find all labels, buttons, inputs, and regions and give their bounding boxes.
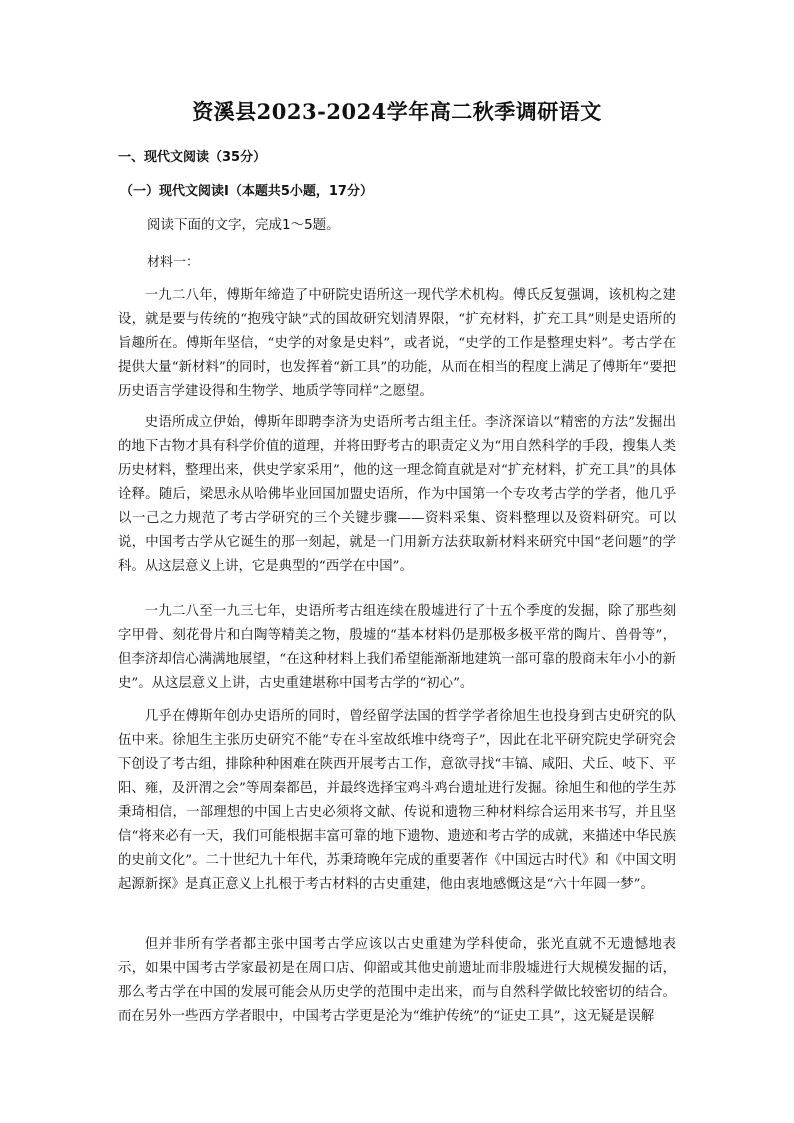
document-title: 资溪县2023-2024学年高二秋季调研语文: [192, 99, 602, 124]
paragraph-1: 一九二八年，傅斯年缔造了中研院史语所这一现代学术机构。傅氏反复强调，该机构之建设，就是要与传统的“抱残守缺”式的国故研究划清界限，“扩充材料，扩充工具”则是史语所的旨趣所在。傅斯年坚信，“史学的对象是史料”，或者说，“史学的工作是整理史料”。考古学在提供大量“新材料”的同时，也发挥着“新工具”的功能，从而在相当的程度上满足了傅斯年“要把历史语言学建设得和生物学、地质学等同样”之愿望。: [118, 288, 676, 399]
material-label: 材料一：: [147, 255, 200, 270]
section-heading: 一、现代文阅读（35分）: [118, 150, 267, 165]
reading-instruction: 阅读下面的文字，完成1～5题。: [147, 217, 340, 233]
paragraph-5: 但并非所有学者都主张中国考古学应该以古史重建为学科使命，张光直就不无遗憾地表示，如果中国考古学家最初是在周口店、仰韶或其他史前遗址而非殷墟进行大规模发掘的话，那么考古学在中国的发展可能会从历史学的范围中走出来，而与自然科学做比较密切的结合。而在另外一些西方学者眼中，中国考古学更是沦为“维护传统”的“证史工具”，这无疑是误解: [118, 937, 676, 1024]
paragraph-3: 一九二八至一九三七年，史语所考古组连续在殷墟进行了十五个季度的发掘，除了那些刻字甲骨、刻花骨片和白陶等精美之物，殷墟的“基本材料仍是那极多极平常的陶片、兽骨等”，但李济却信心满满地展望，“在这种材料上我们希望能渐渐地建筑一部可靠的殷商末年小小的新史”。从这层意义上讲，古史重建堪称中国考古学的“初心”。: [118, 604, 676, 691]
paragraph-2: 史语所成立伊始，傅斯年即聘李济为史语所考古组主任。李济深谙以“精密的方法”发掘出的地下古物才具有科学价值的道理，并将田野考古的职责定义为“用自然科学的手段，搜集人类历史材料，整理出来，供史学家采用”，他的这一理念简直就是对“扩充材料，扩充工具”的具体诠释。随后，梁思永从哈佛毕业回国加盟史语所，作为中国第一个专攻考古学的学者，他几乎以一己之力规范了考古学研究的三个关键步骤——资料采集、资料整理以及资料研究。可以说，中国考古学从它诞生的那一刻起，就是一门用新方法获取新材料来研究中国“老问题”的学科。从这层意义上讲，它是典型的“西学在中国”。: [118, 415, 676, 574]
subsection-heading: （一）现代文阅读Ⅰ（本题共5小题，17分）: [120, 184, 373, 199]
paragraph-4: 几乎在傅斯年创办史语所的同时，曾经留学法国的哲学学者徐旭生也投身到古史研究的队伍中来。徐旭生主张历史研究不能“专在斗室故纸堆中绕弯子”，因此在北平研究院史学研究会下创设了考古组，排除种种困难在陕西开展考古工作，意欲寻找“丰镐、咸阳、犬丘、岐下、平阳、雍，及汧渭之会”等周秦都邑，并最终选择宝鸡斗鸡台遗址进行发掘。徐旭生和他的学生苏秉琦相信，一部理想的中国上古史必须将文献、传说和遗物三种材料综合运用来书写，并且坚信“将来必有一天，我们可能根据丰富可靠的地下遗物、遗迹和考古学的成就，来描述中华民族的史前文化”。二十世纪九十年代，苏秉琦晚年完成的重要著作《中国远古时代》和《中国文明起源新探》是真正意义上扎根于考古材料的古史重建，他由衷地感慨这是“六十年圆一梦”。: [118, 709, 676, 892]
